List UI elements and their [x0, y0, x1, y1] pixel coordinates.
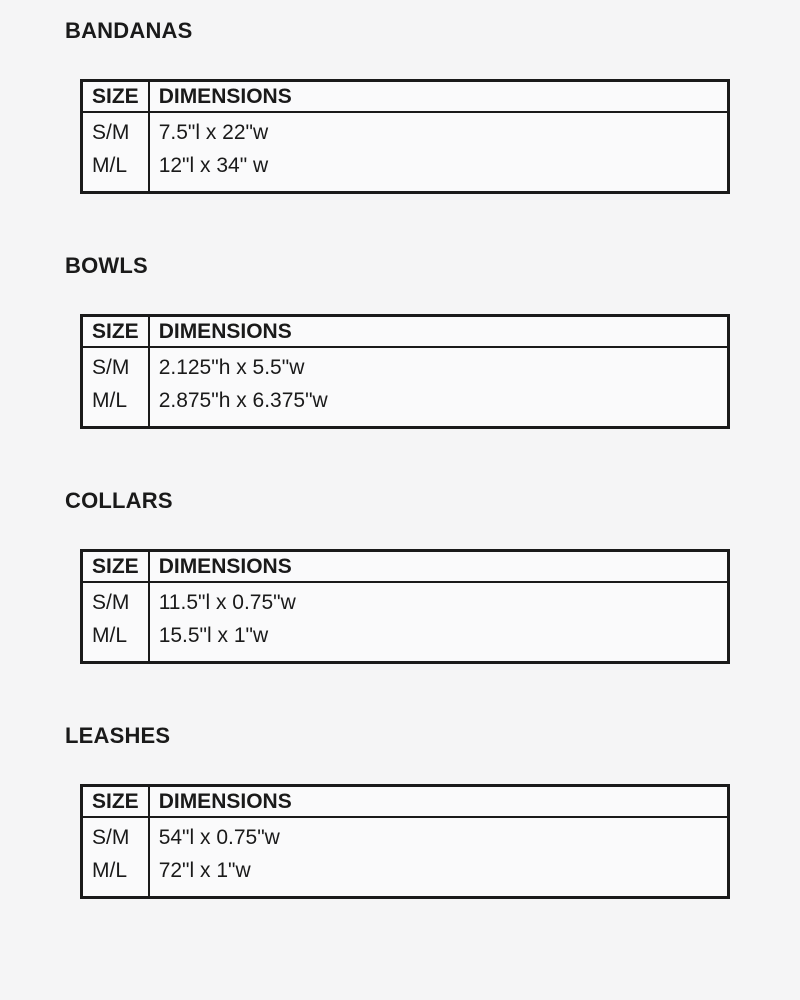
- dimensions-value: 11.5"l x 0.75"w: [158, 591, 296, 614]
- dimensions-value: 15.5"l x 1"w: [158, 624, 269, 647]
- size-cell: [82, 112, 149, 193]
- table-body-row: [82, 582, 729, 663]
- table-body-row: [82, 347, 729, 428]
- dimensions-value: 2.875"h x 6.375"w: [158, 389, 328, 412]
- table-header-row: [82, 316, 729, 348]
- size-value: S/M: [92, 826, 130, 849]
- size-cell: [82, 582, 149, 663]
- size-value: M/L: [92, 624, 128, 647]
- dimensions-column-header: DIMENSIONS: [149, 786, 729, 818]
- table-header-row: [82, 786, 729, 818]
- dimensions-column-header: DIMENSIONS: [149, 316, 729, 348]
- size-table-bandanas: [80, 79, 730, 194]
- size-value: S/M: [92, 121, 130, 144]
- dimensions-column-header: DIMENSIONS: [149, 551, 729, 583]
- table-header-row: [82, 81, 729, 113]
- size-column-header: SIZE: [82, 551, 149, 583]
- dimensions-cell: [149, 347, 729, 428]
- section-title: COLLARS: [65, 488, 173, 513]
- size-value: M/L: [92, 154, 128, 177]
- size-table-bowls: [80, 314, 730, 429]
- table-body-row: [82, 817, 729, 898]
- dimensions-value: 54"l x 0.75"w: [158, 826, 280, 849]
- section-bandanas: [0, 18, 800, 194]
- size-value: M/L: [92, 859, 128, 882]
- section-bowls: [0, 253, 800, 429]
- dimensions-value: 7.5"l x 22"w: [158, 121, 269, 144]
- section-title: BOWLS: [65, 253, 148, 278]
- dimensions-cell: [149, 112, 729, 193]
- table-body-row: [82, 112, 729, 193]
- dimensions-value: 2.125"h x 5.5"w: [158, 356, 305, 379]
- size-column-header: SIZE: [82, 81, 149, 113]
- size-table-leashes: [80, 784, 730, 899]
- section-title: BANDANAS: [65, 18, 193, 43]
- section-collars: [0, 488, 800, 664]
- size-cell: [82, 817, 149, 898]
- size-value: S/M: [92, 591, 130, 614]
- dimensions-value: 72"l x 1"w: [158, 859, 251, 882]
- size-value: S/M: [92, 356, 130, 379]
- dimensions-column-header: DIMENSIONS: [149, 81, 729, 113]
- dimensions-cell: [149, 817, 729, 898]
- size-value: M/L: [92, 389, 128, 412]
- size-cell: [82, 347, 149, 428]
- dimensions-value: 12"l x 34" w: [158, 154, 269, 177]
- section-leashes: [0, 723, 800, 899]
- dimensions-cell: [149, 582, 729, 663]
- table-header-row: [82, 551, 729, 583]
- size-column-header: SIZE: [82, 316, 149, 348]
- size-column-header: SIZE: [82, 786, 149, 818]
- section-title: LEASHES: [65, 723, 171, 748]
- size-table-collars: [80, 549, 730, 664]
